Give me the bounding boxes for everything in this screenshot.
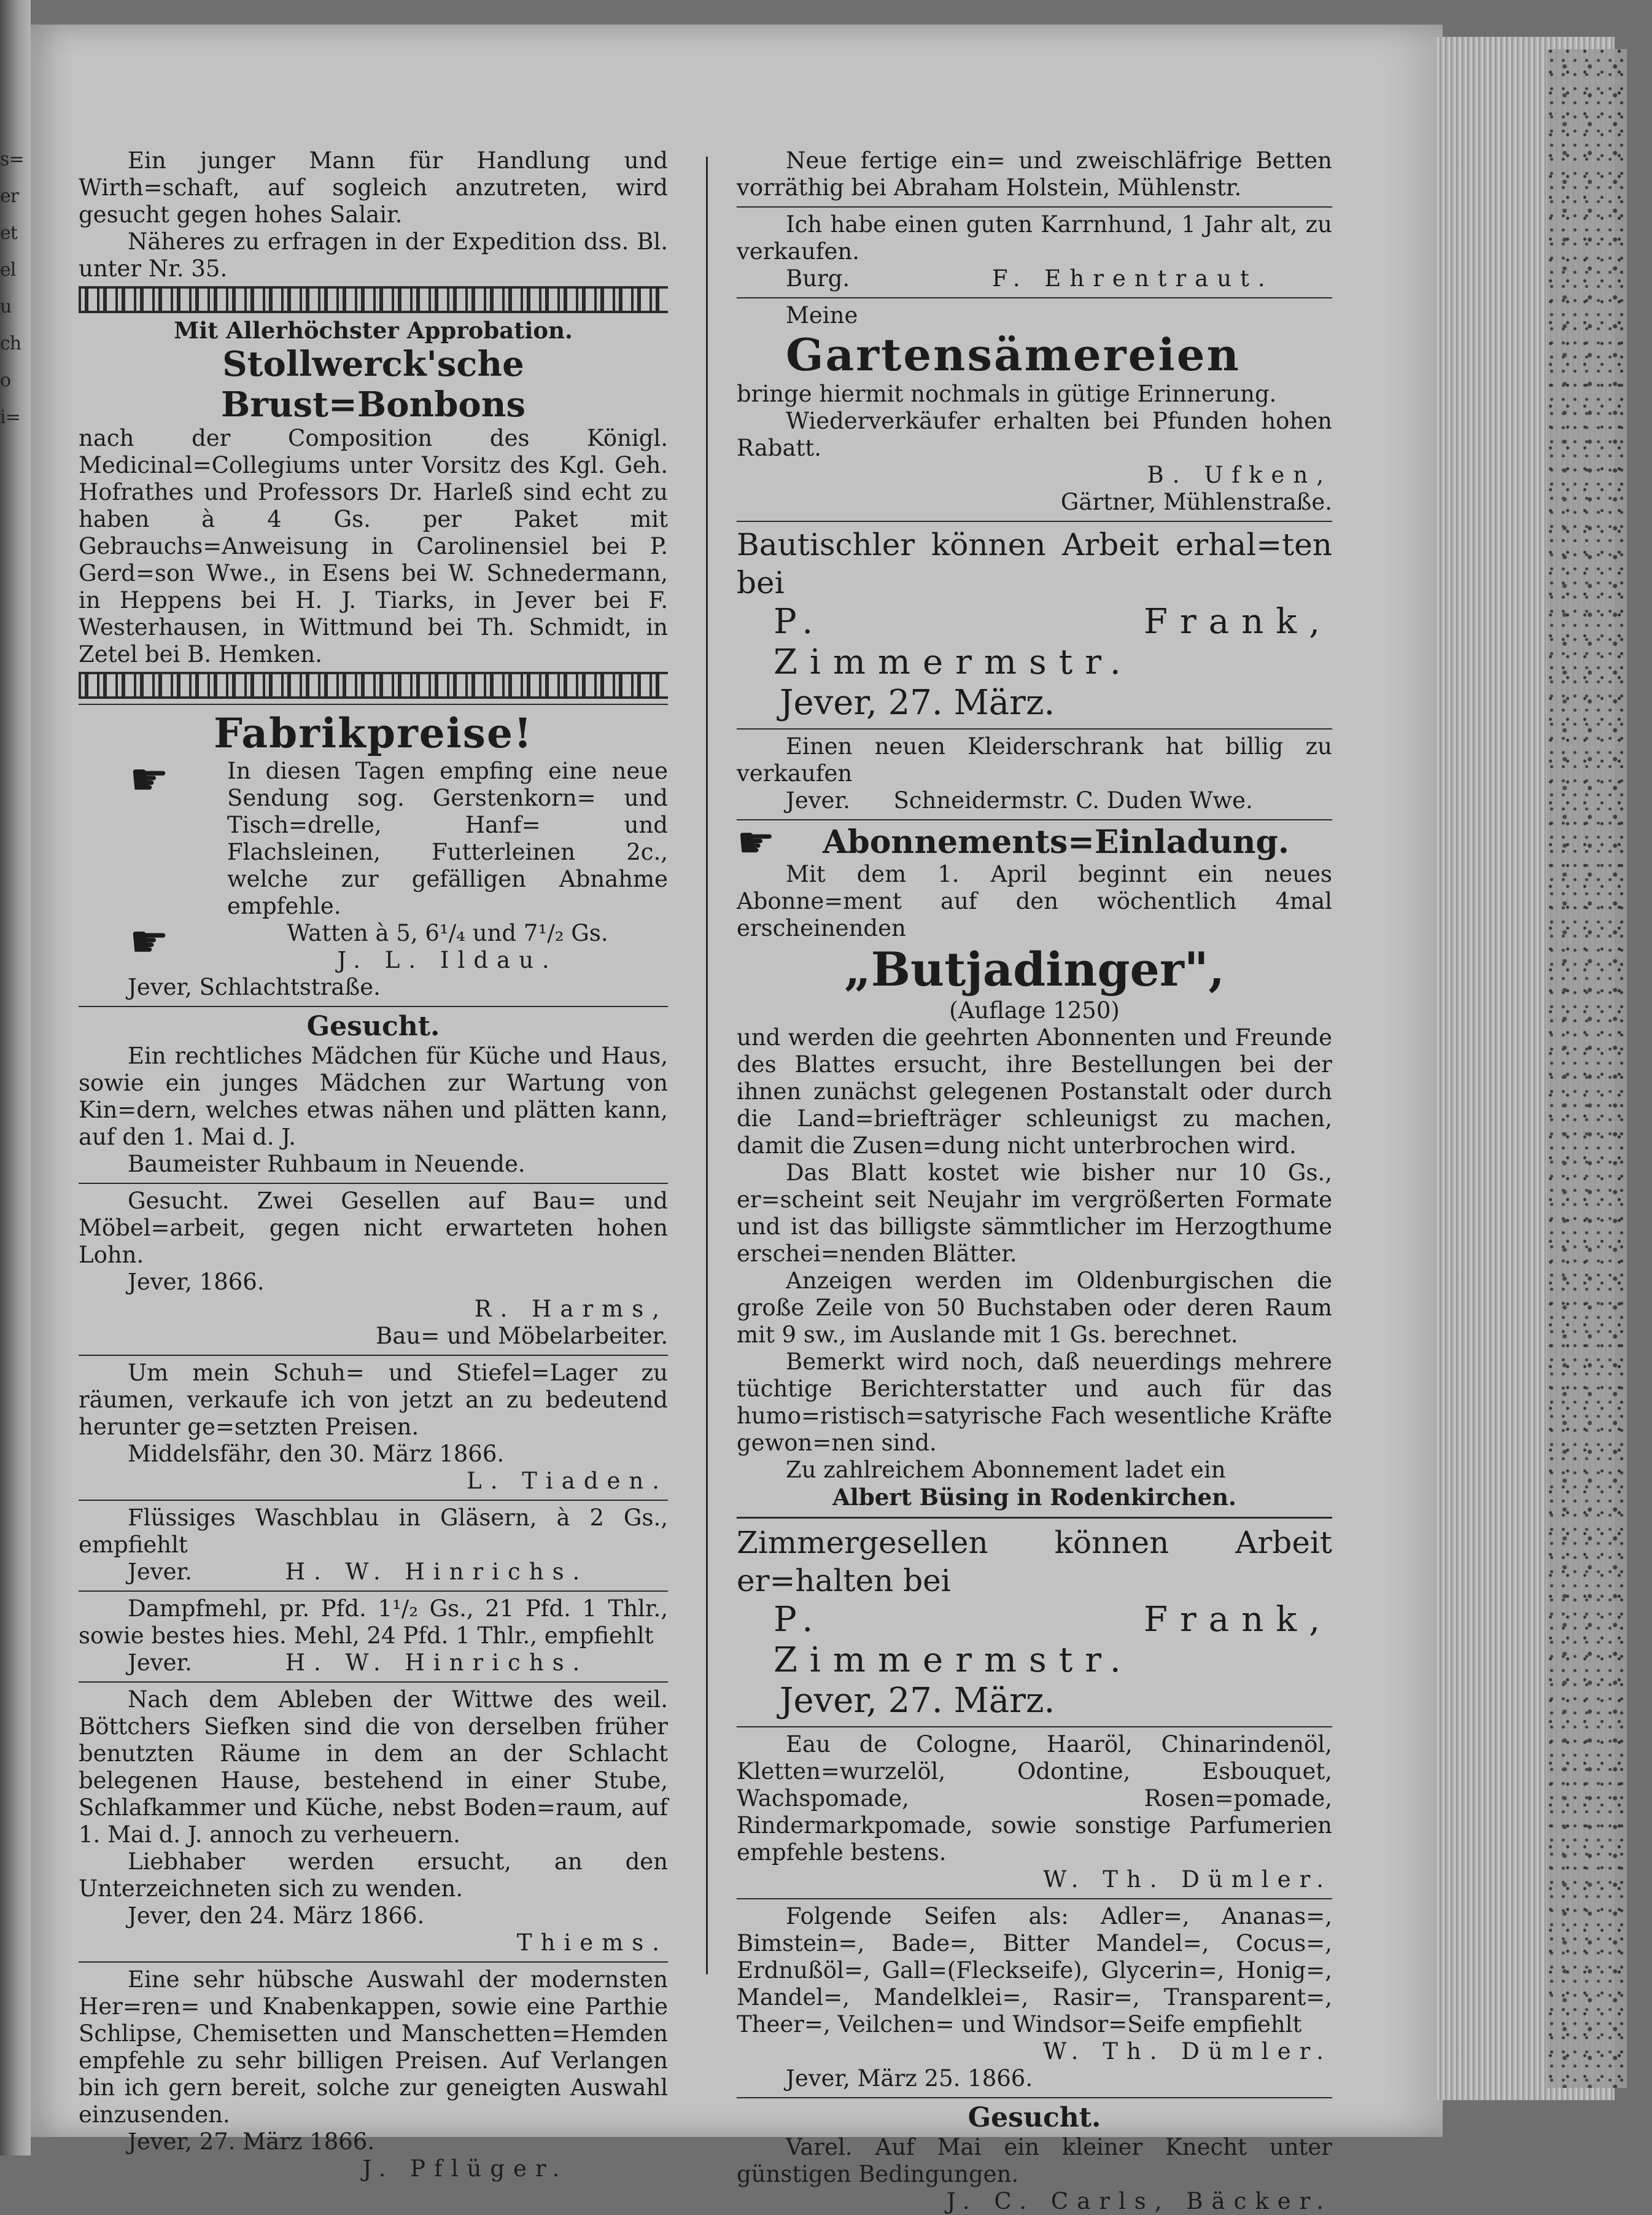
ad-note: Näheres zu erfragen in der Expedition dss. Bl. unter Nr. 35. bbox=[79, 228, 668, 282]
ad-body: Ein rechtliches Mädchen für Küche und Haus, sowie ein junges Mädchen zur Wartung von Kin=dern, welches etwas nähen und plätten kann, auf den 1. Mai d. J. bbox=[79, 1043, 668, 1150]
ad-fabrikpreise bbox=[79, 709, 668, 1001]
margin-fragment: ch bbox=[0, 333, 21, 354]
rule bbox=[79, 1183, 668, 1184]
date: Jever, den 24. März 1866. bbox=[128, 1902, 425, 1929]
rule bbox=[737, 206, 1332, 208]
signature-role: Bau= und Möbelarbeiter. bbox=[376, 1323, 668, 1349]
signature: J. C. Carls, Bäcker. bbox=[946, 2188, 1332, 2214]
ad-body: und werden die geehrten Abonnenten und Freunde des Blattes ersucht, ihre Bestellungen bei der ihnen zunächst gelegenen Postanstalt oder durch die Land=briefträger schleunigst zu machen, damit die Zusen=dung nicht unterbrochen wird. bbox=[737, 1024, 1332, 1159]
signature: P. Frank, Zimmermstr. bbox=[774, 602, 1332, 682]
margin-fragment: et bbox=[0, 222, 17, 244]
ad-body: nach der Composition des Königl. Medicinal=Collegiums unter Vorsitz des Kgl. Geh. Hofrathes und Professors Dr. Harleß sind echt zu haben à 4 Gs. per Paket mit Gebrauchs=Anweisung in Carolinensiel bei P. Gerd=son Wwe., in Esens bei W. Schnedermann, in Heppens bei H. J. Tiarks, in Jever bei F. Westerhausen, in Wittmund bei Th. Schmidt, in Zetel bei B. Hemken. bbox=[79, 425, 668, 668]
margin-fragment: er bbox=[0, 185, 19, 207]
signature: Jever. Schneidermstr. C. Duden Wwe. bbox=[786, 787, 1253, 814]
ad-kappen bbox=[79, 1966, 668, 2182]
previous-page-margin-text bbox=[0, 141, 24, 436]
ad-dampfmehl bbox=[79, 1595, 668, 1676]
approbation-line: Mit Allerhöchster Approbation. bbox=[174, 317, 573, 344]
signature: J. Pflüger. bbox=[362, 2155, 568, 2182]
rule bbox=[737, 1726, 1332, 1727]
ad-body: Eine sehr hübsche Auswahl der modernsten Her=ren= und Knabenkappen, sowie eine Parthie Schlipse, Chemisetten und Manschetten=Hemden empfehle zu sehr billigen Preisen. Auf Verlangen bin ich gern bereit, solche zur geneigten Auswahl einzusenden. bbox=[79, 1966, 668, 2128]
ad-waschblau bbox=[79, 1505, 668, 1586]
column-divider bbox=[706, 157, 708, 1974]
ad-body: In diesen Tagen empfing eine neue Sendung sog. Gerstenkorn= und Tisch=drelle, Hanf= und Flachsleinen, Futterleinen 2c., welche zur gefälligen Abnahme empfehle. bbox=[227, 758, 668, 919]
ad-karrnhund bbox=[737, 211, 1332, 292]
signature: W. Th. Dümler. bbox=[1043, 2038, 1332, 2065]
rule bbox=[79, 1006, 668, 1007]
ad-betten bbox=[737, 147, 1332, 201]
ad-title: Gesucht. bbox=[968, 2102, 1101, 2133]
ad-gesucht-knecht bbox=[737, 2102, 1332, 2215]
ad-body: Zu zahlreichem Abonnement ladet ein bbox=[786, 1457, 1226, 1483]
ad-headline: Zimmergesellen können Arbeit er=halten bei bbox=[737, 1525, 1332, 1598]
left-column bbox=[79, 147, 668, 2182]
signature: J. L. Ildau. bbox=[337, 947, 558, 973]
ad-siefken-raeume bbox=[79, 1686, 668, 1956]
abo-header bbox=[737, 817, 1332, 868]
ad-bautischler bbox=[737, 526, 1332, 723]
ad-schuh-lager bbox=[79, 1360, 668, 1495]
ad-seifen bbox=[737, 1903, 1332, 2092]
rule bbox=[737, 521, 1332, 522]
rule bbox=[79, 1961, 668, 1963]
ad-body: Einen neuen Kleiderschrank hat billig zu verkaufen bbox=[737, 733, 1332, 787]
ornament-border bbox=[79, 672, 668, 699]
signature: R. Harms, bbox=[474, 1296, 668, 1322]
ad-body: Liebhaber werden ersucht, an den Unterzeichneten sich zu wenden. bbox=[79, 1848, 668, 1902]
hand-row bbox=[79, 916, 668, 974]
ad-gesucht-maedchen bbox=[79, 1011, 668, 1178]
rule bbox=[737, 2097, 1332, 2098]
ad-zimmergesellen bbox=[737, 1524, 1332, 1721]
newspaper-name: „Butjadinger", bbox=[844, 942, 1225, 997]
signature-role: Gärtner, Mühlenstraße. bbox=[1060, 489, 1332, 515]
ad-headline: Bautischler können Arbeit erhal=ten bei bbox=[737, 527, 1332, 601]
ad-body: Neue fertige ein= und zweischläfrige Betten vorräthig bei Abraham Holstein, Mühlenstr. bbox=[737, 147, 1332, 201]
ad-body: Gesucht. Zwei Gesellen auf Bau= und Möbel=arbeit, gegen nicht erwarteten hohen Lohn. bbox=[79, 1188, 668, 1268]
ad-intro: Meine bbox=[786, 302, 858, 329]
pointing-hand-icon: ☛ bbox=[129, 753, 169, 805]
rule bbox=[737, 1517, 1332, 1519]
address: Jever, Schlachtstraße. bbox=[128, 974, 381, 1000]
previous-page-edge bbox=[0, 0, 31, 2155]
place: Jever, 1866. bbox=[128, 1269, 265, 1295]
rule bbox=[737, 728, 1332, 730]
ad-gesellen bbox=[79, 1188, 668, 1350]
ad-body: Eau de Cologne, Haaröl, Chinarindenöl, Kletten=wurzelöl, Odontine, Esbouquet, Wachspomade, Rosen=pomade, Rindermarkpomade, sowie sonstige Parfumerien empfehle bestens. bbox=[737, 1731, 1332, 1866]
margin-fragment: u bbox=[0, 296, 12, 317]
price-line: Watten à 5, 6¹/₄ und 7¹/₂ Gs. bbox=[287, 920, 608, 946]
margin-fragment: s= bbox=[0, 149, 24, 170]
ad-young-man bbox=[79, 147, 668, 282]
date: Jever, 27. März. bbox=[780, 1681, 1055, 1721]
ad-title: Gesucht. bbox=[306, 1011, 440, 1042]
signature: F. Ehrentraut. bbox=[991, 265, 1274, 292]
rule bbox=[79, 1590, 668, 1592]
ad-body: Bemerkt wird noch, daß neuerdings mehrere tüchtige Berichterstatter und auch für das humo=ristisch=satyrische Fach wesentliche Kräfte gewon=nen sind. bbox=[737, 1349, 1332, 1456]
ad-body: Das Blatt kostet wie bisher nur 10 Gs., er=scheint seit Neujahr im vergrößerten Formate und ist das billigste sämmtlicher im Herzogthume erschei=nenden Blätter. bbox=[737, 1159, 1332, 1267]
margin-fragment: o bbox=[0, 370, 11, 391]
rule bbox=[737, 1898, 1332, 1899]
place: Jever. bbox=[128, 1649, 192, 1676]
rule bbox=[79, 1681, 668, 1683]
place: Jever. bbox=[128, 1559, 192, 1585]
circulation: (Auflage 1250) bbox=[949, 997, 1120, 1024]
ad-title: Stollwerck'sche Brust=Bonbons bbox=[220, 344, 525, 425]
rule bbox=[737, 819, 1332, 820]
ad-body: Flüssiges Waschblau in Gläsern, à 2 Gs., empfiehlt bbox=[79, 1505, 668, 1558]
rule bbox=[79, 1355, 668, 1356]
ad-kleiderschrank bbox=[737, 733, 1332, 814]
margin-fragment: el bbox=[0, 259, 16, 281]
right-column bbox=[737, 147, 1332, 2215]
ad-body: bringe hiermit nochmals in gütige Erinnerung. bbox=[737, 381, 1277, 407]
ad-body: Dampfmehl, pr. Pfd. 1¹/₂ Gs., 21 Pfd. 1 Thlr., sowie bestes hies. Mehl, 24 Pfd. 1 Thlr., empfiehlt bbox=[79, 1595, 668, 1649]
rule bbox=[79, 1500, 668, 1501]
date: Middelsfähr, den 30. März 1866. bbox=[128, 1441, 505, 1467]
date: Jever, 27. März 1866. bbox=[128, 2128, 375, 2155]
ad-body: Folgende Seifen als: Adler=, Ananas=, Bimstein=, Bade=, Bitter Mandel=, Cocus=, Erdnußöl=, Gall=(Fleckseife), Glycerin=, Honig=, Mandel=, Mandelklei=, Rasir=, Transparent=, Theer=, Veilchen= und Windsor=Seife empfiehlt bbox=[737, 1903, 1332, 2038]
ad-title: Abonnements=Einladung. bbox=[823, 823, 1289, 861]
signature: H. W. Hinrichs. bbox=[285, 1649, 589, 1676]
ad-abonnement bbox=[737, 817, 1332, 1511]
signature: B. Ufken, bbox=[1147, 462, 1332, 488]
ad-body: Um mein Schuh= und Stiefel=Lager zu räumen, verkaufe ich von jetzt an zu bedeutend herunter ge=setzten Preisen. bbox=[79, 1360, 668, 1440]
ad-body: Ein junger Mann für Handlung und Wirth=schaft, auf sogleich anzutreten, wird gesucht gegen hohes Salair. bbox=[79, 147, 668, 228]
signature: P. Frank, Zimmermstr. bbox=[774, 1600, 1332, 1680]
ad-stollwerck bbox=[79, 317, 668, 668]
ad-body: Nach dem Ableben der Wittwe des weil. Böttchers Siefken sind die von derselben früher benutzten Räume in dem an der Schlacht belegenen Hause, bestehend in einer Stube, Schlafkammer und Küche, nebst Boden=raum, auf 1. Mai d. J. annoch zu verheuern. bbox=[79, 1686, 668, 1848]
ornament-border bbox=[79, 286, 668, 313]
pointing-hand-icon: ☛ bbox=[129, 916, 169, 967]
signature: Albert Büsing in Rodenkirchen. bbox=[832, 1484, 1236, 1511]
ad-body: Mit dem 1. April beginnt ein neues Abonne=ment auf den wöchentlich 4mal erscheinenden bbox=[737, 861, 1332, 941]
ad-body: Wiederverkäufer erhalten bei Pfunden hohen Rabatt. bbox=[737, 408, 1332, 461]
signature: L. Tiaden. bbox=[467, 1468, 668, 1494]
ad-title: Fabrikpreise! bbox=[214, 709, 533, 757]
ad-body: Anzeigen werden im Oldenburgischen die große Zeile von 50 Buchstaben oder deren Raum mit 9 sw., im Auslande mit 1 Gs. berechnet. bbox=[737, 1267, 1332, 1348]
margin-fragment: i= bbox=[0, 407, 20, 428]
ad-parfumerien bbox=[737, 1731, 1332, 1893]
hand-row bbox=[79, 753, 668, 920]
signature: W. Th. Dümler. bbox=[1043, 1866, 1332, 1893]
rule bbox=[737, 297, 1332, 298]
pointing-hand-icon: ☛ bbox=[737, 817, 775, 868]
ad-body: Ich habe einen guten Karrnhund, 1 Jahr alt, zu verkaufen. bbox=[737, 211, 1332, 265]
ad-gartensaemereien bbox=[737, 302, 1332, 516]
date: Jever, März 25. 1866. bbox=[786, 2065, 1033, 2092]
ad-title: Gartensämereien bbox=[786, 329, 1241, 381]
rule bbox=[79, 704, 668, 705]
place: Burg. bbox=[786, 265, 850, 292]
ad-body: Varel. Auf Mai ein kleiner Knecht unter günstigen Bedingungen. bbox=[737, 2134, 1332, 2187]
signature: Thiems. bbox=[516, 1929, 668, 1956]
book-edge-speckle bbox=[1547, 49, 1627, 2088]
signature: Baumeister Ruhbaum in Neuende. bbox=[128, 1151, 525, 1177]
signature: H. W. Hinrichs. bbox=[285, 1559, 589, 1585]
date: Jever, 27. März. bbox=[780, 683, 1055, 723]
